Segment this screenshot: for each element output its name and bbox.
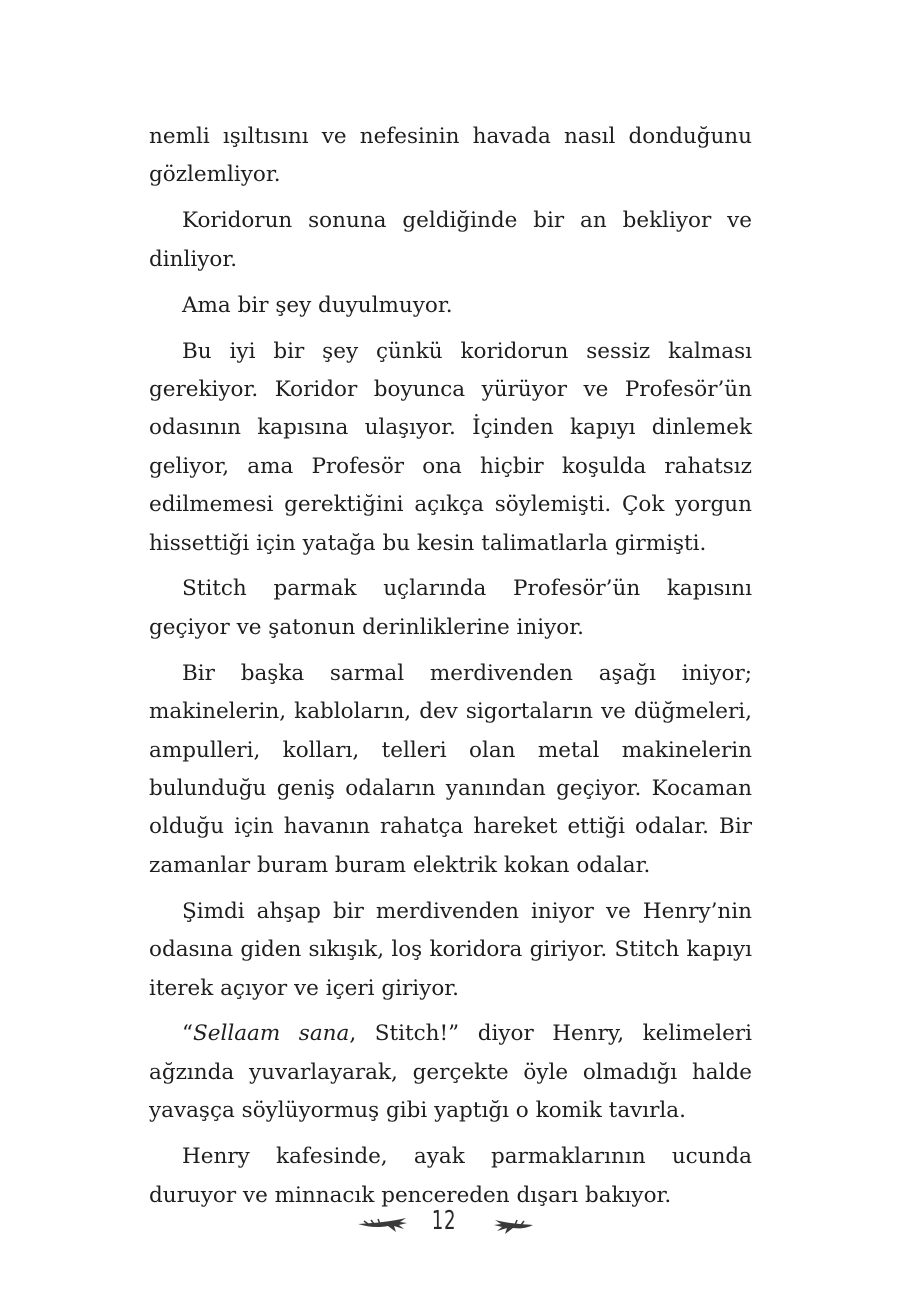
- italic-greeting: Sellaam sana: [193, 1021, 350, 1047]
- paragraph-7: [149, 893, 752, 1008]
- paragraph-text: , Stitch!” diyor Henry, kelimeleri ağzında yuvarlayarak, gerçekte öyle olmadığı halde yavaşça söylüyormuş gibi yaptığı o komik tavırla.: [149, 1021, 752, 1124]
- paragraph-8: [149, 1015, 752, 1130]
- leaf-ornament-right-icon: [493, 1210, 535, 1240]
- paragraph-text: Koridorun sonuna geldiğinde bir an bekliyor ve dinliyor.: [149, 208, 752, 272]
- paragraph-text: Henry kafesinde, ayak parmaklarının ucunda duruyor ve minnacık pencereden dışarı bakıyor.: [149, 1144, 752, 1208]
- paragraph-4: [149, 333, 752, 563]
- page-number: 12: [431, 1206, 457, 1236]
- paragraph-text: Bu iyi bir şey çünkü koridorun sessiz kalması gerekiyor. Koridor boyunca yürüyor ve Profesör’ün odasının kapısına ulaşıyor. İçinden kapıyı dinlemek geliyor, ama Profesör ona hiçbir koşulda rahatsız edilmemesi gerektiğini açıkça söylemişti. Çok yorgun hissettiği için yatağa bu kesin talimatlarla girmişti.: [149, 338, 752, 556]
- paragraph-text: nemli ışıltısını ve nefesinin havada nasıl donduğunu gözlemliyor.: [149, 124, 752, 188]
- paragraph-text: Stitch parmak uçlarında Profesör’ün kapısını geçiyor ve şatonun derinliklerine iniyor.: [149, 576, 752, 640]
- quote-open: “: [182, 1021, 193, 1047]
- leaf-ornament-left-icon: [356, 1210, 408, 1238]
- paragraph-text: Şimdi ahşap bir merdivenden iniyor ve Henry’nin odasına giden sıkışık, loş koridora giriyor. Stitch kapıyı iterek açıyor ve içeri giriyor.: [149, 898, 752, 1001]
- paragraph-6: [149, 655, 752, 885]
- page-footer: [0, 1200, 900, 1250]
- page-body: [149, 118, 752, 1222]
- paragraph-text: Bir başka sarmal merdivenden aşağı iniyor; makinelerin, kabloların, dev sigortaların ve düğmeleri, ampulleri, kolları, telleri olan metal makinelerin bulunduğu geniş odaların yanından geçiyor. Kocaman olduğu için havanın rahatça hareket ettiği odalar. Bir zamanlar buram buram elektrik kokan odalar.: [149, 660, 752, 878]
- paragraph-text: Ama bir şey duyulmuyor.: [182, 292, 453, 318]
- paragraph-5: [149, 570, 752, 647]
- paragraph-3: [149, 287, 752, 325]
- paragraph-2: [149, 202, 752, 279]
- paragraph-1: [149, 118, 752, 195]
